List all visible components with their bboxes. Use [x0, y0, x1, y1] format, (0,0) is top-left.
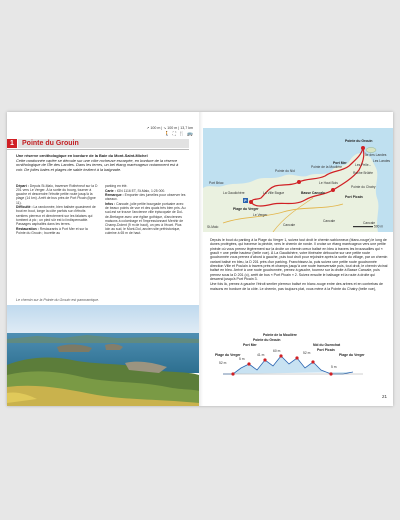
- info-column-2: [105, 184, 187, 236]
- start-marker: P: [244, 199, 247, 203]
- map-label: Les Pelle...: [355, 163, 372, 167]
- profile-peak-label: Plage du Verger: [339, 353, 365, 357]
- map-label: Cancale: [363, 221, 376, 225]
- map-label: St-Malo: [207, 225, 219, 229]
- profile-peak-label: Nid du Guenchat: [313, 343, 341, 347]
- book-spread: [7, 112, 393, 406]
- profile-alt: 52 m: [303, 351, 311, 355]
- bus-icon: 🚌: [187, 131, 193, 136]
- map-label: Île des Landes: [365, 153, 387, 157]
- info-difficulty: Difficulté : La randonnée, bien balisée quasiment de bout en bout, longe la côte parfois sur d'étroits sentiers pierreux et directement sur les falaises qui tombent à pic ; un pied sûr est ici indispensable. Passages asphaltés dans les terres.: [16, 205, 96, 226]
- right-page: [203, 112, 393, 406]
- page-number: 21: [381, 394, 387, 399]
- divider: [7, 149, 189, 150]
- route-title: Pointe du Grouin: [18, 139, 189, 148]
- lead-text: [16, 154, 186, 173]
- map-label: Pointe du Grouin: [345, 139, 373, 143]
- profile-alt: 5 m: [331, 365, 337, 369]
- profile-alt: 60 m: [273, 349, 281, 353]
- profile-peak-label: Port Mer: [243, 343, 257, 347]
- lead-intro: Cette randonnée variée se déroule sur une côte rocheuse escarpée, en bordure de la réserve ornithologique de l'Île des Landes. Dans les terres, un bel étang marécageux notamment est à voir. De jolies baies et plages de sable invitent à la baignade.: [16, 157, 179, 173]
- profile-peak-label: Pointe du Grouin: [253, 338, 281, 342]
- photo-caption: Le chemin sur la Pointe du Grouin est panoramique.: [16, 298, 100, 302]
- map-label: Cancale: [283, 223, 296, 227]
- map-label: Le Verger: [253, 213, 268, 217]
- profile-peak-label: Plage du Verger: [215, 353, 241, 357]
- map-label: Pointe du Nid: [275, 169, 295, 173]
- map-label: La Gaudichère: [223, 191, 245, 195]
- profile-alt: 5 m: [239, 357, 245, 361]
- map-label: Plage du Verger: [233, 207, 259, 211]
- info-infos: Infos : Cancale, jolie petite bourgade portuaire avec de beaux points de vue et des quais très bien pris. Au sud-est se trouve l'ancienne ville épiscopale de Dol-de-Bretagne avec une église gothique, d'anciennes maisons à colombage et l'impressionnant Menhir de Champ-Dolent (9 m de haut), un peu à l'écart. Plus loin au sud, le Mont-Dol, ancien site préhistorique, culmine à 65 m de haut.: [105, 202, 186, 236]
- coast-photo: [7, 305, 199, 406]
- route-stats: ↗ 100 m | ↘ 100 m | 13,7 km: [146, 126, 193, 130]
- map-label: Port Briac: [209, 181, 224, 185]
- map-label: Cancale: [323, 219, 336, 223]
- hiker-icon: 🚶: [164, 131, 170, 136]
- profile-peak-label: Pointe de la Moulière: [263, 333, 297, 337]
- map-scale: 500 m: [374, 224, 384, 229]
- info-food-cont: parking en été.: [105, 184, 128, 188]
- map-label: Pointe de la Moulière: [311, 165, 342, 169]
- info-food: Restauration : Restaurants à Port Mer et sur la Pointe du Grouin ; buvette au: [16, 226, 88, 235]
- terrain-icon: ⛶: [172, 131, 176, 136]
- left-page: [7, 112, 199, 406]
- map-label: Le Haut Bois: [319, 181, 338, 185]
- map-label: Port Picain: [345, 195, 363, 199]
- info-start: Départ : Depuis St-Malo, traverser Rothéneuf sur la D 201 vers Le Verger. À la sortie du bourg, tourner à gauche et descendre l'étroite petite route jusqu'à la plage (14 km). Arrêt de bus près de Port Picain (ligne 11).: [16, 184, 98, 205]
- map-label: Roche Brûlée: [353, 171, 373, 175]
- route-number: 1: [7, 139, 17, 148]
- profile-alt: 41 m: [257, 353, 265, 357]
- info-map: Carte : IGN 1116 ET, St-Malo, 1:25 000.: [105, 188, 166, 193]
- restaurant-icon: 🍴: [178, 131, 185, 136]
- lead-headline: Une réserve ornithologique en bordure de la Baie du Mont-Saint-Michel: [16, 153, 148, 158]
- profile-peak-label: Port Picain: [317, 348, 335, 352]
- map-label: Port Mer: [333, 161, 347, 165]
- description-paragraph: Depuis le bout du parking à la Plage du Verger 1, suivez tout droit le chemin sablonneux (blanc-rouge) le long de dunes protégées, qui traverse la pinède, vers le chemin de ronde. Il croise un étang marécageux vers une petite pinède où vous prenez légèrement sur la droite un chemin creux balisé en bleu à travers les broussailles qui « grault » une petite hauteur (belle vue). À La Gaudichère, votre itinéraire débouche sur une petite route goudronnée vous prenez d'abord à gauche, puis tout droit pour rejoindre après la sortie du village, par un chemin variant balisé en bleu, la D 201 près d'un parking. Franchissez-la, puis suivez une petite route goudronnée direction Ville et Poulain à travers prés et champs jusqu'à une route transversale puis, tout droit, le chemin vicinal balisé en bleu. Arrivé à une route goudronnée, prenez à gauche, tournez sur la droite à Basse Cancale, puis prenez sous la D 201 (o), arrêt de bus « Port Picain » 2. Suivez ensuite le balisage et la route à droite qui descend jusqu'à Port Picain 3.: [210, 238, 388, 282]
- map-label: Pointe du Chatry: [351, 185, 376, 189]
- description-paragraph: Une fois là, prenez à gauche l'étroit sentier pierreux balisé en blanc-rouge entre des arbres et en contrebas de maisons en bordure de la côte. Le chemin, pas toujours plat, vous mène à la Pointe du Chatry (belle vue),: [210, 282, 384, 291]
- info-column-1: [16, 184, 98, 235]
- route-header: [7, 139, 189, 148]
- map-label: Les Landes: [373, 159, 391, 163]
- route-description: [210, 238, 388, 292]
- info-note: Remarque : Emporter des jumelles pour observer les oiseaux.: [105, 193, 186, 202]
- map-label: La Ville Bague: [263, 191, 285, 195]
- route-icons: [163, 131, 193, 137]
- map-label: Basse Cancale: [301, 191, 325, 195]
- elevation-profile: [213, 330, 385, 380]
- route-map: [203, 128, 393, 232]
- profile-alt: 52 m: [219, 361, 227, 365]
